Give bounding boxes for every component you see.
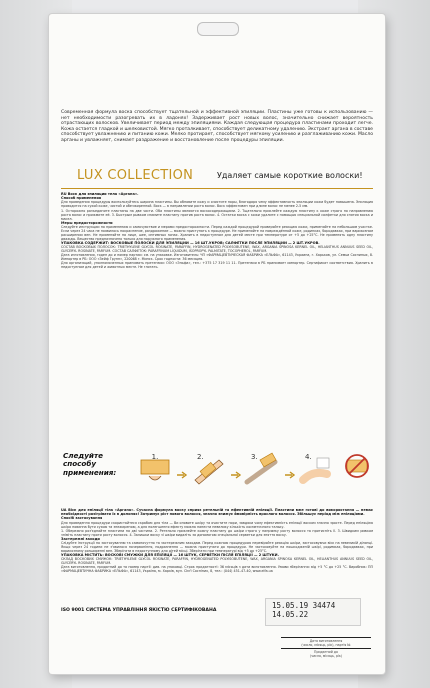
step-2-icon <box>189 450 229 490</box>
iso-certification: ISO 9001 СИСТЕМА УПРАВЛІННЯ ЯКІСТЮ СЕРТИФІКОВАНА <box>61 608 217 613</box>
stamp-line-1: 15.05.19 34474 <box>272 601 336 610</box>
brand-divider <box>61 188 373 189</box>
label-expiry-sub: (число, місяць, рік) <box>309 654 343 658</box>
svg-text:3.: 3. <box>251 453 258 461</box>
label-rule-2 <box>281 648 371 649</box>
ru-warnings: Следуйте инструкции по применению и самочувствие и мерами предосторожности. Перед каждой процедурой проверяйте реакцию кожи, применяйте на небольшом участке. Если через 24 часа не появилось покраснение, раздражение — можно приступать к процедуре. Не применяйте на повреждённой коже, родинках, бородавках, при варикозном расширении вен. Не применяйте на лице, шее, интимных зонах. Хранить в недоступном для детей месте при температуре от +5 до +25°С. Не применять одну пластину дважды. Вещество предназначено только для наружного применения. <box>61 224 373 241</box>
ua-steps: 1. Обережно роз'єднайте пластини на дві частини. 2. Ретельно приклейте кожну пластину до шкіри строго у напрямку росту волосся та притисніть її. 3. Швидким ривком зніміть пластину проти росту волосся. 4. Залишки воску зі шкіри видаліть за допомогою спеціальної серветки для зняття воску. <box>61 528 373 537</box>
brand-tagline: Удаляет самые короткие волоски! <box>217 171 363 180</box>
step-1-icon <box>135 450 175 490</box>
ru-composition: СОСТАВ ВОСКОВЫХ ПОЛОСОК: TRIETHYLENE GLYCOL ROSINATE, PARAFFIN, HYDROGENATED POLYISOBUTENE, WAX, ARGANIA SPINOSA KERNEL OIL, HELIANTHUS ANNUUS SEED OIL, GLYCERYL ROSINATE, PARFUM. СОСТАВ САЛФЕТОК: PARAFFINUM LIQUIDUM, ISOPROPYL PALMITATE, TOCOPHEROL, PARFUM. <box>61 245 373 254</box>
date-labels <box>281 636 371 658</box>
ru-method-title: Способ применения <box>61 196 102 201</box>
ru-steps: 1. Осторожно разъедините пластины на две части. Оба пластины являются воскосодержащими. 2. Тщательно приклейте каждую пластину к коже строго по направлению роста волос и прижмите её. 3. Быстрым рывком снимите пластину против роста волос. 4. Остатки воска с кожи удалите с помощью специальной салфетки для снятия воска и масел. <box>61 208 373 221</box>
brand-row <box>49 162 385 190</box>
label-rule-1 <box>281 637 371 638</box>
intro-text: Современная формула воска способствует тщательной и эффективной эпиляции. Пластины уже готовы к использованию — нет необходимости разогревать их в ладонях! Задерживает рост новых волос, значительно снижает вероятность отрастающих волосков. Увеличивает период между эпиляциями. Каждая следующая процедура пластинами проходит легче. Кожа остается гладкой и шелковистой. Мягко проталкивает, способствует деликатному удалению. Экстракт аргана в составе способствует увлажнению и питанию кожи. Мелко протирает, способствует мягкому усилению и разглаживанию кожи. Масло арганы и увлажняет, снимает раздражение и восстановление после процедуры эпиляции. <box>61 110 373 143</box>
label-expiry: Придатний до <box>314 650 338 654</box>
ua-warnings-title: Застережні заходи <box>61 536 100 541</box>
label-manufacture-sub: (число, місяць, рік), партія № <box>301 643 351 647</box>
ru-date: Дата изготовления, годен до и номер партии: см. на упаковке. Изготовитель: ЧП «ФАРМАЦЕВТИЧЕСКАЯ ФАБРИКА «ЕЛЬФА», 61143, Украина, г. Харьков, ул. Семьи Сосниных, 8. Импортер в РБ: ООО «Зейф Групп», 220068 г. Минск. Срок годности: 36 месяцев. <box>61 253 373 262</box>
ua-method-title: Спосіб застосування <box>61 516 103 521</box>
ua-product: UA Віск для епіляції тіла «Аргана». Сучасна формула воску сприяє ретельній та ефективній епіляції. Пластини вже готові до використання — немає необхідності розігрівати їх в долонях! Затримує ріст нового волосся, значно знижує ймовірність врослого волосся. Збільшує період між епіляціями. <box>61 508 373 517</box>
arrow-2-icon <box>231 464 241 472</box>
svg-text:1.: 1. <box>151 453 159 461</box>
label-manufacture: Дата виготовлення <box>309 639 343 643</box>
batch-stamp <box>265 598 361 626</box>
ru-warnings-title: Меры предосторожности <box>61 220 113 225</box>
hang-tab <box>197 22 239 36</box>
ru-package: УПАКОВКА СОДЕРЖИТ: ВОСКОВЫЕ ПОЛОСКИ ДЛЯ ЭПИЛЯЦИИ — 16 ШТ.УКРОВ; САЛФЕТКИ ПОСЛЕ ЭПИЛЯЦИИ — 2 ШТ.УКРОВ. <box>61 241 320 246</box>
ua-date: Дата виготовлення, придатний до та номер партії: див. на упаковці. Строк придатності: 36 місяців з дати виготовлення. Умови зберігання: від +5 °С до +25 °С. Виробник: ПП «ФАРМАЦЕВТИЧНА ФАБРИКА «ЕЛЬФА», 61143, Україна, м. Харків, вул. Сім'ї Сосніних, 8, тел.: (044) 451-47-40, www.elfa.ua <box>61 565 373 574</box>
step-3-icon <box>243 450 283 490</box>
how-title: Следуйте способу применения: <box>63 451 117 477</box>
svg-text:2.: 2. <box>197 453 204 461</box>
ua-method: Для проведення процедури скористайтеся скрабом для тіла — Ви оновите шкіру та очистите пори, завдяки чому ефективність епіляції воском значно зросте. Перед епіляцією шкіра повинна бути сухою та знежиреною, а для полегшення ефекту можна нанести невелику кількість косметичного тальку. <box>61 520 373 529</box>
step-4-icon <box>297 450 337 490</box>
ua-section <box>61 508 373 574</box>
package-back <box>49 14 385 674</box>
arrow-1-icon <box>177 464 187 472</box>
ua-warnings: Слідуйте інструкції по застосуванню та самопочуттю та застережним заходам. Перед кожною процедурою перевіряйте реакцію шкіри, застосовуючи віск на невеликій ділянці. Якщо через 24 години не з'явилося почервоніння, подразнення — можна приступати до процедури. Не застосовуйте на пошкодженій шкірі, родимках, бородавках, при варикозному розширенні вен. Зберігати в недоступному для дітей місці. Зберігати при температурі від +5 до +25°С. <box>61 541 373 554</box>
how-to-use <box>61 446 373 504</box>
ru-method: Для проведения процедуры воспользуйтесь ширина пластины. Вы обновите кожу и очистите поры, благодаря чему эффективность эпиляции кожи будет повышена. Эпиляция проводится на сухой коже, чистой и обезжиренной. Воск — в направлении роста волос. Воск эффективен при длине волос не менее 2-5 мм. <box>61 200 373 209</box>
arrow-3-icon <box>285 464 295 472</box>
prohibited-icon <box>341 450 381 490</box>
ua-package: УПАКОВКА МІСТИТЬ: ВОСКОВІ СМУЖКИ ДЛЯ ЕПІЛЯЦІЇ — 16 ШТУК, СЕРВЕТКИ ПІСЛЯ ЕПІЛЯЦІЇ — 2 ШТУКИ. <box>61 553 279 558</box>
stamp-line-2: 14.05.22 <box>272 610 309 619</box>
svg-text:4.: 4. <box>305 453 312 461</box>
brand-name: LUX COLLECTION <box>77 168 194 183</box>
ru-contacts: Для организаций, уполномоченных принимать претензии: ООО «Эльфа», тел.: +375 17 319 11 11. Претензии в РБ принимает импортер. Сертификат соответствия. Хранить в недоступном для детей и животных месте. Не глотать. <box>61 261 373 270</box>
ru-section <box>61 192 373 270</box>
ua-composition: СКЛАД ВОСКОВИХ СМУЖОК: TRIETHYLENE GLYCOL ROSINATE, PARAFFIN, HYDROGENATED POLYISOBUTENE, WAX, ARGANIA SPINOSA KERNEL OIL, HELIANTHUS ANNUUS SEED OIL, GLYCERYL ROSINATE, PARFUM. <box>61 557 373 566</box>
ru-product: RU Воск для эпиляции тела «Аргана». <box>61 192 139 196</box>
